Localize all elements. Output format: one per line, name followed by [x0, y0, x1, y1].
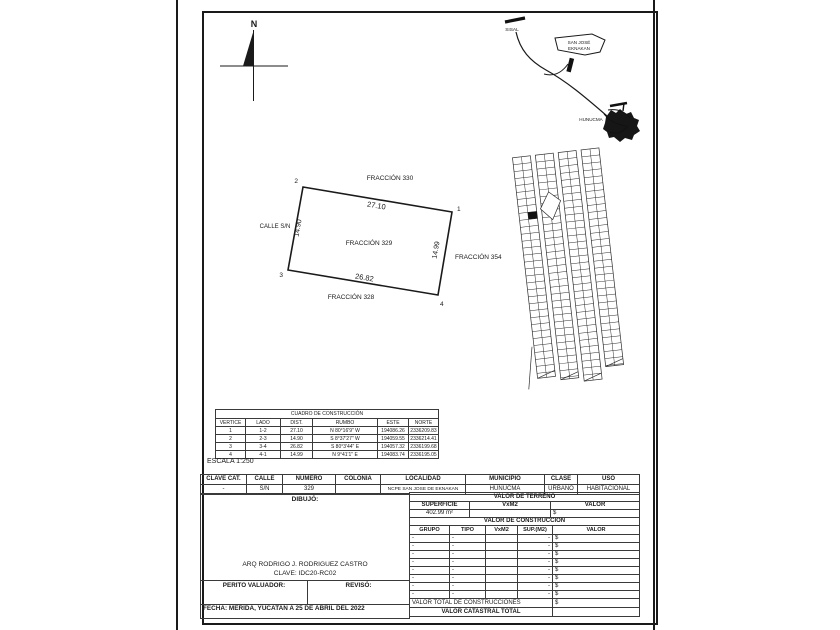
- reviso-cell: REVISÓ:: [308, 581, 410, 605]
- terreno-valor-header: VALOR: [551, 502, 640, 510]
- hunucma-label: HUNUCMA: [579, 117, 603, 122]
- construccion-row: - - - $: [410, 543, 640, 551]
- construccion-row: - - - $: [410, 583, 640, 591]
- calle-value: S/N: [247, 485, 283, 495]
- calle-label: CALLE S/N: [259, 224, 291, 230]
- clave-cat-value: -: [201, 485, 247, 495]
- sisal-road-icon: [505, 18, 525, 22]
- valor-catastral-total-value: [553, 608, 640, 617]
- fraccion-330-label: FRACCIÓN 330: [366, 175, 414, 182]
- clase-value: URBANO: [545, 485, 578, 495]
- superficie-header: SUPERFICIE: [410, 502, 470, 510]
- terreno-vxm2-header: VxM2: [470, 502, 551, 510]
- sup-m2-header: SUP.(M2): [518, 526, 553, 535]
- totals-table: [409, 598, 640, 617]
- subject-lot-marker: [528, 211, 538, 219]
- page-left-edge: [176, 0, 178, 630]
- valuation-panel: [409, 493, 639, 617]
- cuadro-col-este: ESTE: [378, 419, 409, 427]
- cuadro-construccion-table: [215, 409, 439, 459]
- construccion-row: - - - $: [410, 567, 640, 575]
- fraccion-354-label: FRACCIÓN 354: [455, 254, 502, 261]
- uso-header: USO: [578, 475, 640, 485]
- cuadro-row: 3 3-4 26.82 S 80°3'44" E 194057.32 2336199.68: [216, 443, 439, 451]
- construccion-vxm2-header: VxM2: [486, 526, 518, 535]
- construccion-row: - - - $: [410, 591, 640, 599]
- location-map: [484, 14, 652, 154]
- fraccion-328-label: FRACCIÓN 328: [327, 294, 375, 301]
- municipio-value: HUNUCMA: [466, 485, 545, 495]
- valor-total-construcciones-label: VALOR TOTAL DE CONSTRUCCIONES: [410, 599, 553, 608]
- property-form: [200, 474, 639, 620]
- property-header-row: [201, 475, 640, 485]
- cuadro-col-vertice: VERTICE: [216, 419, 246, 427]
- numero-value: 329: [283, 485, 336, 495]
- valor-terreno-table: [409, 492, 640, 518]
- architect-clave: CLAVE: IDC20-RC02: [273, 570, 337, 577]
- architect-name: ARQ RODRIGO J. RODRIGUEZ CASTRO: [242, 561, 368, 568]
- valor-construccion-table: [409, 517, 640, 599]
- san-jose-label-2: EKNAKAN: [568, 46, 590, 51]
- fecha-cell: FECHA: MERIDA, YUCATAN A 25 DE ABRIL DEL 2022: [201, 605, 410, 619]
- localidad-header: LOCALIDAD: [381, 475, 466, 485]
- construccion-valor-header: VALOR: [553, 526, 640, 535]
- north-arrow-head: [243, 31, 254, 66]
- subdivision-grid-strips: [503, 148, 626, 389]
- signatures-panel: [200, 493, 410, 619]
- vertex-4-label: 4: [440, 301, 444, 308]
- valor-terreno-title: VALOR DE TERRENO: [410, 493, 640, 502]
- cuadro-col-dist: DIST.: [281, 419, 313, 427]
- cuadro-title: CUADRO DE CONSTRUCCIÓN: [216, 410, 439, 419]
- right-dimension: 14.99: [431, 240, 442, 260]
- scan-page: [174, 0, 658, 630]
- cuadro-row: 2 2-3 14.90 S 8°37'27" W 194059.55 2336214.41: [216, 435, 439, 443]
- terreno-valor-value: $: [551, 510, 640, 518]
- colonia-header: COLONIA: [336, 475, 381, 485]
- cuadro-col-norte: NORTE: [409, 419, 439, 427]
- tipo-header: TIPO: [450, 526, 486, 535]
- cuadro-col-lado: LADO: [246, 419, 281, 427]
- vertex-1-label: 1: [457, 206, 461, 213]
- clase-header: CLASE: [545, 475, 578, 485]
- subdivision-map: [492, 146, 648, 398]
- grupo-header: GRUPO: [410, 526, 450, 535]
- san-jose-label-1: SAN JOSÉ: [567, 40, 591, 45]
- valor-catastral-total-label: VALOR CATASTRAL TOTAL: [410, 608, 553, 617]
- perito-valuador-cell: PERITO VALUADOR:: [201, 581, 308, 605]
- highway-path: [516, 32, 607, 116]
- bottom-dimension: 26.82: [354, 271, 375, 284]
- vertex-3-label: 3: [279, 272, 283, 279]
- clave-cat-header: CLAVE CAT.: [201, 475, 247, 485]
- valor-total-construcciones-value: $: [553, 599, 640, 608]
- superficie-value: 402.99 m²: [410, 510, 470, 518]
- construccion-row: - - - $: [410, 535, 640, 543]
- calle-header: CALLE: [247, 475, 283, 485]
- dibujo-cell: [201, 494, 410, 581]
- vertex-2-label: 2: [294, 178, 298, 185]
- left-dimension: 14.90: [293, 218, 304, 238]
- valor-construccion-title: VALOR DE CONSTRUCCIÓN: [410, 518, 640, 526]
- architect-name-block: [201, 560, 409, 578]
- construccion-row: - - - $: [410, 575, 640, 583]
- north-label: N: [250, 19, 258, 29]
- construccion-row: - - - $: [410, 559, 640, 567]
- cuadro-row: 4 4-1 14.99 N 9°41'1" E 194083.74 2336195.05: [216, 451, 439, 459]
- scale-label: ESCALA 1:250: [207, 458, 254, 465]
- branch-road-path: [544, 64, 568, 75]
- localidad-value: NCPE SAN JOSE DE EKNAKAN: [381, 485, 466, 495]
- sisal-label: SISAL: [505, 28, 519, 33]
- north-arrow: [214, 14, 304, 109]
- numero-header: NUMERO: [283, 475, 336, 485]
- municipio-header: MUNICIPIO: [466, 475, 545, 485]
- fraccion-329-label: FRACCIÓN 329: [345, 240, 393, 247]
- construccion-row: - - - $: [410, 551, 640, 559]
- uso-value: HABITACIONAL: [578, 485, 640, 495]
- dibujo-label: DIBUJÓ:: [291, 496, 319, 503]
- hunucma-road-tick: [623, 103, 624, 111]
- cuadro-col-rumbo: RUMBO: [313, 419, 378, 427]
- strip-center-line: [590, 149, 615, 366]
- cuadro-row: 1 1-2 27.10 N 80°16'9" W 194086.26 2336209.83: [216, 427, 439, 435]
- top-dimension: 27.10: [366, 199, 387, 212]
- plot-drawing: [234, 168, 529, 318]
